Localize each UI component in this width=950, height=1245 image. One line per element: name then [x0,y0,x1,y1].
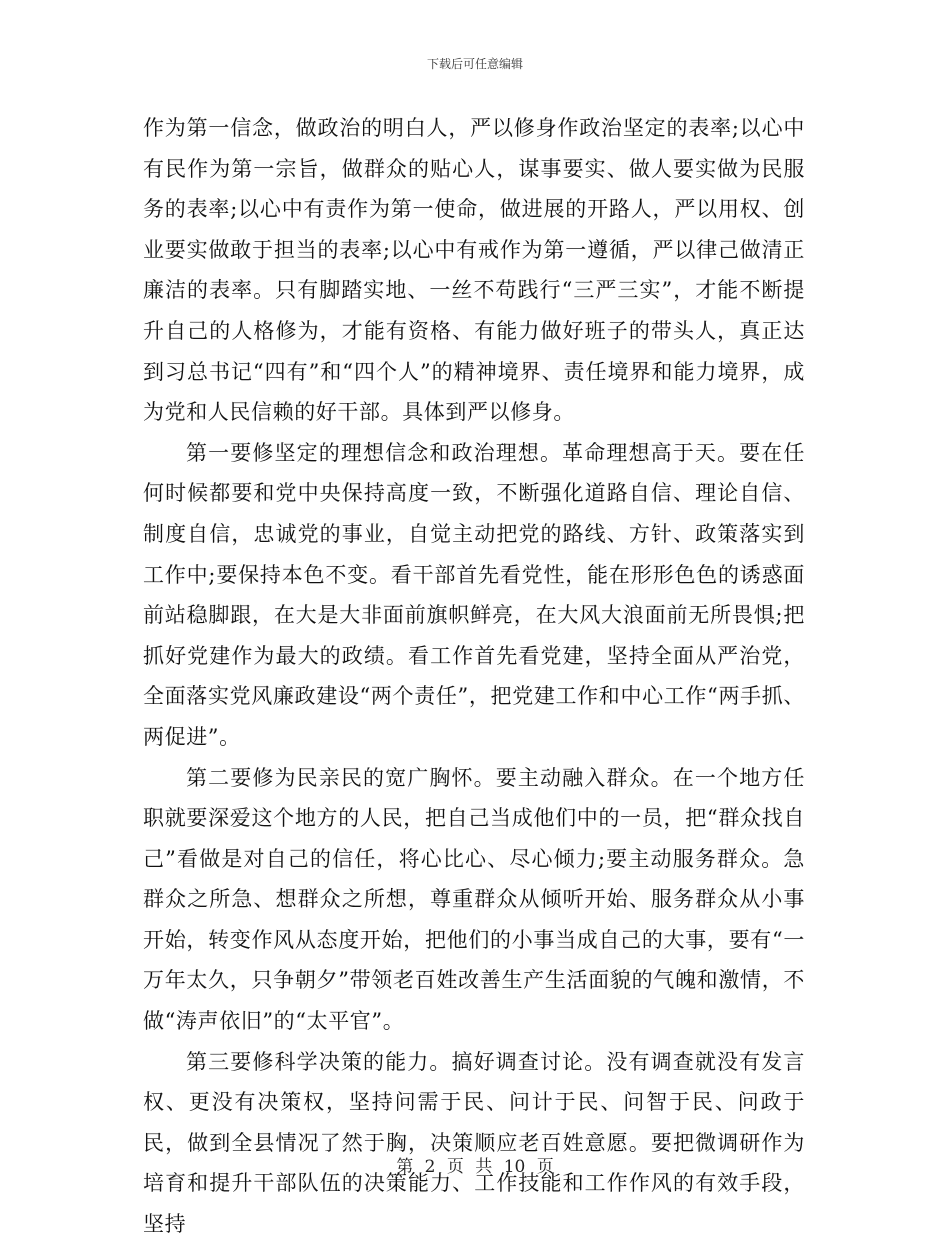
paragraph-4: 第三要修科学决策的能力。搞好调查讨论。没有调查就没有发言权、更没有决策权，坚持问需于民、问计于民、问智于民、问政于民，做到全县情况了然于胸，决策顺应老百姓意愿。要把微调研作为培育和提升干部队伍的决策能力、工作技能和工作作风的有效手段，坚持 [143,1049,805,1237]
paragraph-1: 作为第一信念，做政治的明白人，严以修身作政治坚定的表率;以心中有民作为第一宗旨，做群众的贴心人，谋事要实、做人要实做为民服务的表率;以心中有责作为第一使命，做进展的开路人，严以用权、创业要实做敢于担当的表率;以心中有戒作为第一遵循，严以律己做清正廉洁的表率。只有脚踏实地、一丝不苟践行“三严三实”，才能不断提升自己的人格修为，才能有资格、有能力做好班子的带头人，真正达到习总书记“四有”和“四个人”的精神境界、责任境界和能力境界，成为党和人民信赖的好干部。具体到严以修身。 [143,116,805,425]
document-body [143,108,805,1245]
paragraph-2: 第一要修坚定的理想信念和政治理想。革命理想高于天。要在任何时候都要和党中央保持高度一致，不断强化道路自信、理论自信、制度自信，忠诚党的事业，自觉主动把党的路线、方针、政策落实到工作中;要保持本色不变。看干部首先看党性，能在形形色色的诱惑面前站稳脚跟，在大是大非面前旗帜鲜亮，在大风大浪面前无所畏惧;把抓好党建作为最大的政绩。看工作首先看党建，坚持全面从严治党，全面落实党风廉政建设“两个责任”，把党建工作和中心工作“两手抓、两促进”。 [143,440,805,749]
paragraph-3: 第二要修为民亲民的宽广胸怀。要主动融入群众。在一个地方任职就要深爱这个地方的人民，把自己当成他们中的一员，把“群众找自己”看做是对自己的信任，将心比心、尽心倾力;要主动服务群众。急群众之所急、想群众之所想，尊重群众从倾听开始、服务群众从小事开始，转变作风从态度开始，把他们的小事当成自己的大事，要有“一万年太久，只争朝夕”带领老百姓改善生产生活面貌的气魄和激情，不做“涛声依旧”的“太平官”。 [143,765,805,1034]
page-header-note: 下载后可任意编辑 [426,57,523,71]
page-number-footer: 第 2 页 共 10 页 [396,1157,554,1177]
